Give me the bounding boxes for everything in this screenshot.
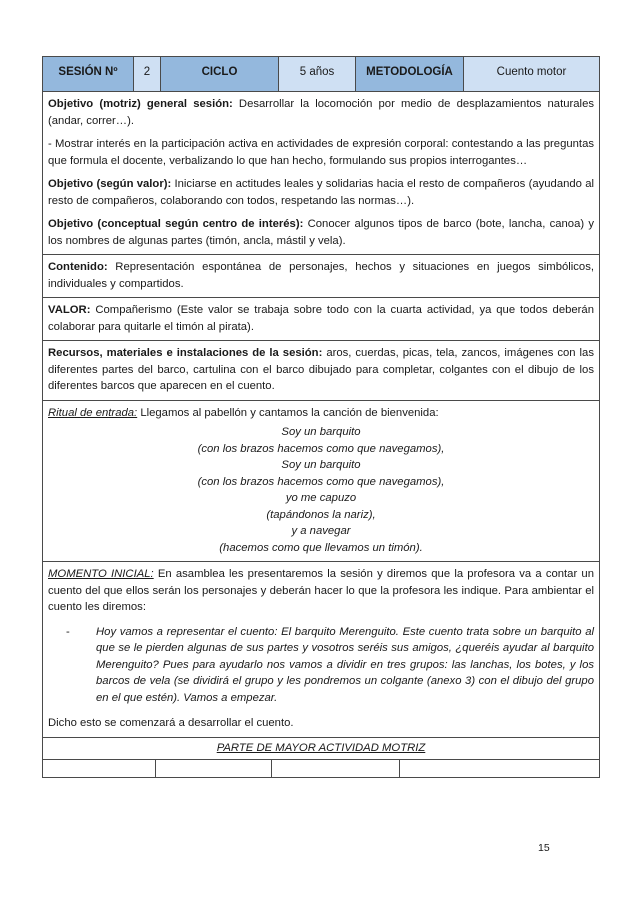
session-sheet xyxy=(42,56,600,778)
cycle-value: 5 años xyxy=(279,57,356,91)
song-line: (hacemos como que llevamos un timón). xyxy=(219,541,423,554)
song-line: yo me capuzo xyxy=(285,492,357,504)
initial-moment-cell xyxy=(42,562,600,738)
objective-concept xyxy=(48,216,594,249)
value-cell xyxy=(42,298,600,341)
objective-motor-text: Desarrollar la locomoción por medio de desplazamientos naturales (andar, correr…). xyxy=(48,98,595,127)
content-label: Contenido: xyxy=(48,261,108,273)
empty-cell xyxy=(272,760,400,777)
story-intro-item xyxy=(48,624,594,707)
session-value: 2 xyxy=(134,57,161,91)
ritual-intro xyxy=(48,405,594,422)
song-line: Soy un barquito xyxy=(281,459,361,471)
song-line: (tapándonos la nariz), xyxy=(266,508,376,521)
objectives-cell xyxy=(42,92,600,255)
main-part-cell xyxy=(42,738,600,761)
objective-bullet: - Mostrar interés en la participación activa en actividades de expresión corporal: contestando a las preguntas que formula el docente, verbalizando lo que han hecho, formulando sus propios interrogantes… xyxy=(48,138,594,167)
resources-text: aros, cuerdas, picas, tela, zancos, imágenes con las diferentes partes del barco, cartulina con el barco dibujado para completar, colgantes con el dibujo de los diferentes barcos que aparecen en el cuento. xyxy=(48,347,594,392)
song-line: y a navegar xyxy=(291,525,351,537)
initial-text: En asamblea les presentaremos la sesión y diremos que la profesora va a contar un cuento del que ellos serán los personajes y deberán hacer lo que la profesora les indique. Para ambientar el cuento les diremos: xyxy=(48,568,594,613)
value-text: Compañerismo (Este valor se trabaja sobre todo con la cuarta actividad, ya que todos deberán colaborar para quitarle el timón al pirata). xyxy=(48,304,594,333)
ritual-text: Llegamos al pabellón y cantamos la canción de bienvenida: xyxy=(137,406,439,419)
objective-motor xyxy=(48,96,594,129)
ritual-cell xyxy=(42,401,600,563)
story-intro-quote: Hoy vamos a representar el cuento: El barquito Merenguito. Este cuento trata sobre un barquito al que se le pierden algunas de sus partes y vosotros seréis sus amigos, ¿queréis ayudar al barquito Merenguito? Pues para ayudarlo nos vamos a dividir en tres grupos: las lanchas, los botes, y los barcos de vela (se dividirá el grupo y les pondremos un colgante (anexo 3) con el dibujo del grupo en el que estén). Vamos a empezar. xyxy=(96,625,594,704)
resources-label: Recursos, materiales e instalaciones de la sesión: xyxy=(48,347,323,359)
content-cell xyxy=(42,255,600,298)
page-number: 15 xyxy=(538,842,550,854)
objective-value-text: Iniciarse en actitudes leales y solidarias hacia el resto de compañeros (ayudando al resto de compañeros, colaborando con todos, respetando las normas…). xyxy=(48,178,594,207)
session-label: SESIÓN Nº xyxy=(43,57,134,91)
initial-closing: Dicho esto se comenzará a desarrollar el cuento. xyxy=(48,717,294,729)
method-label: METODOLOGÍA xyxy=(356,57,464,91)
song-line: (con los brazos hacemos como que navegamos), xyxy=(197,442,445,455)
objective-value-label: Objetivo (según valor): xyxy=(48,178,172,190)
method-value: Cuento motor xyxy=(464,57,599,91)
empty-cell xyxy=(43,760,156,777)
empty-cell xyxy=(400,760,599,777)
session-header xyxy=(42,56,600,92)
objective-value xyxy=(48,176,594,209)
content-text: Representación espontánea de personajes, hechos y situaciones en juegos simbólicos, individuales y compartidos. xyxy=(48,261,594,290)
resources-cell xyxy=(42,341,600,401)
initial-label: MOMENTO INICIAL: xyxy=(48,568,154,580)
objective-concept-text: Conocer algunos tipos de barco (bote, lancha, canoa) y los nombres de algunas partes (timón, ancla, mástil y vela). xyxy=(48,218,595,247)
dash-marker: - xyxy=(66,625,70,638)
objective-motor-label: Objetivo (motriz) general sesión: xyxy=(48,98,233,110)
value-label: VALOR: xyxy=(48,304,91,316)
ritual-label: Ritual de entrada: xyxy=(48,406,138,419)
cycle-label: CICLO xyxy=(161,57,279,91)
empty-activity-row xyxy=(42,760,600,778)
empty-cell xyxy=(156,760,272,777)
main-part-title: PARTE DE MAYOR ACTIVIDAD MOTRIZ xyxy=(216,741,426,754)
song-line: (con los brazos hacemos como que navegamos), xyxy=(197,475,445,488)
initial-intro xyxy=(48,566,594,616)
welcome-song xyxy=(48,424,594,556)
song-line: Soy un barquito xyxy=(281,426,361,438)
objective-concept-label: Objetivo (conceptual según centro de interés): xyxy=(48,218,304,230)
